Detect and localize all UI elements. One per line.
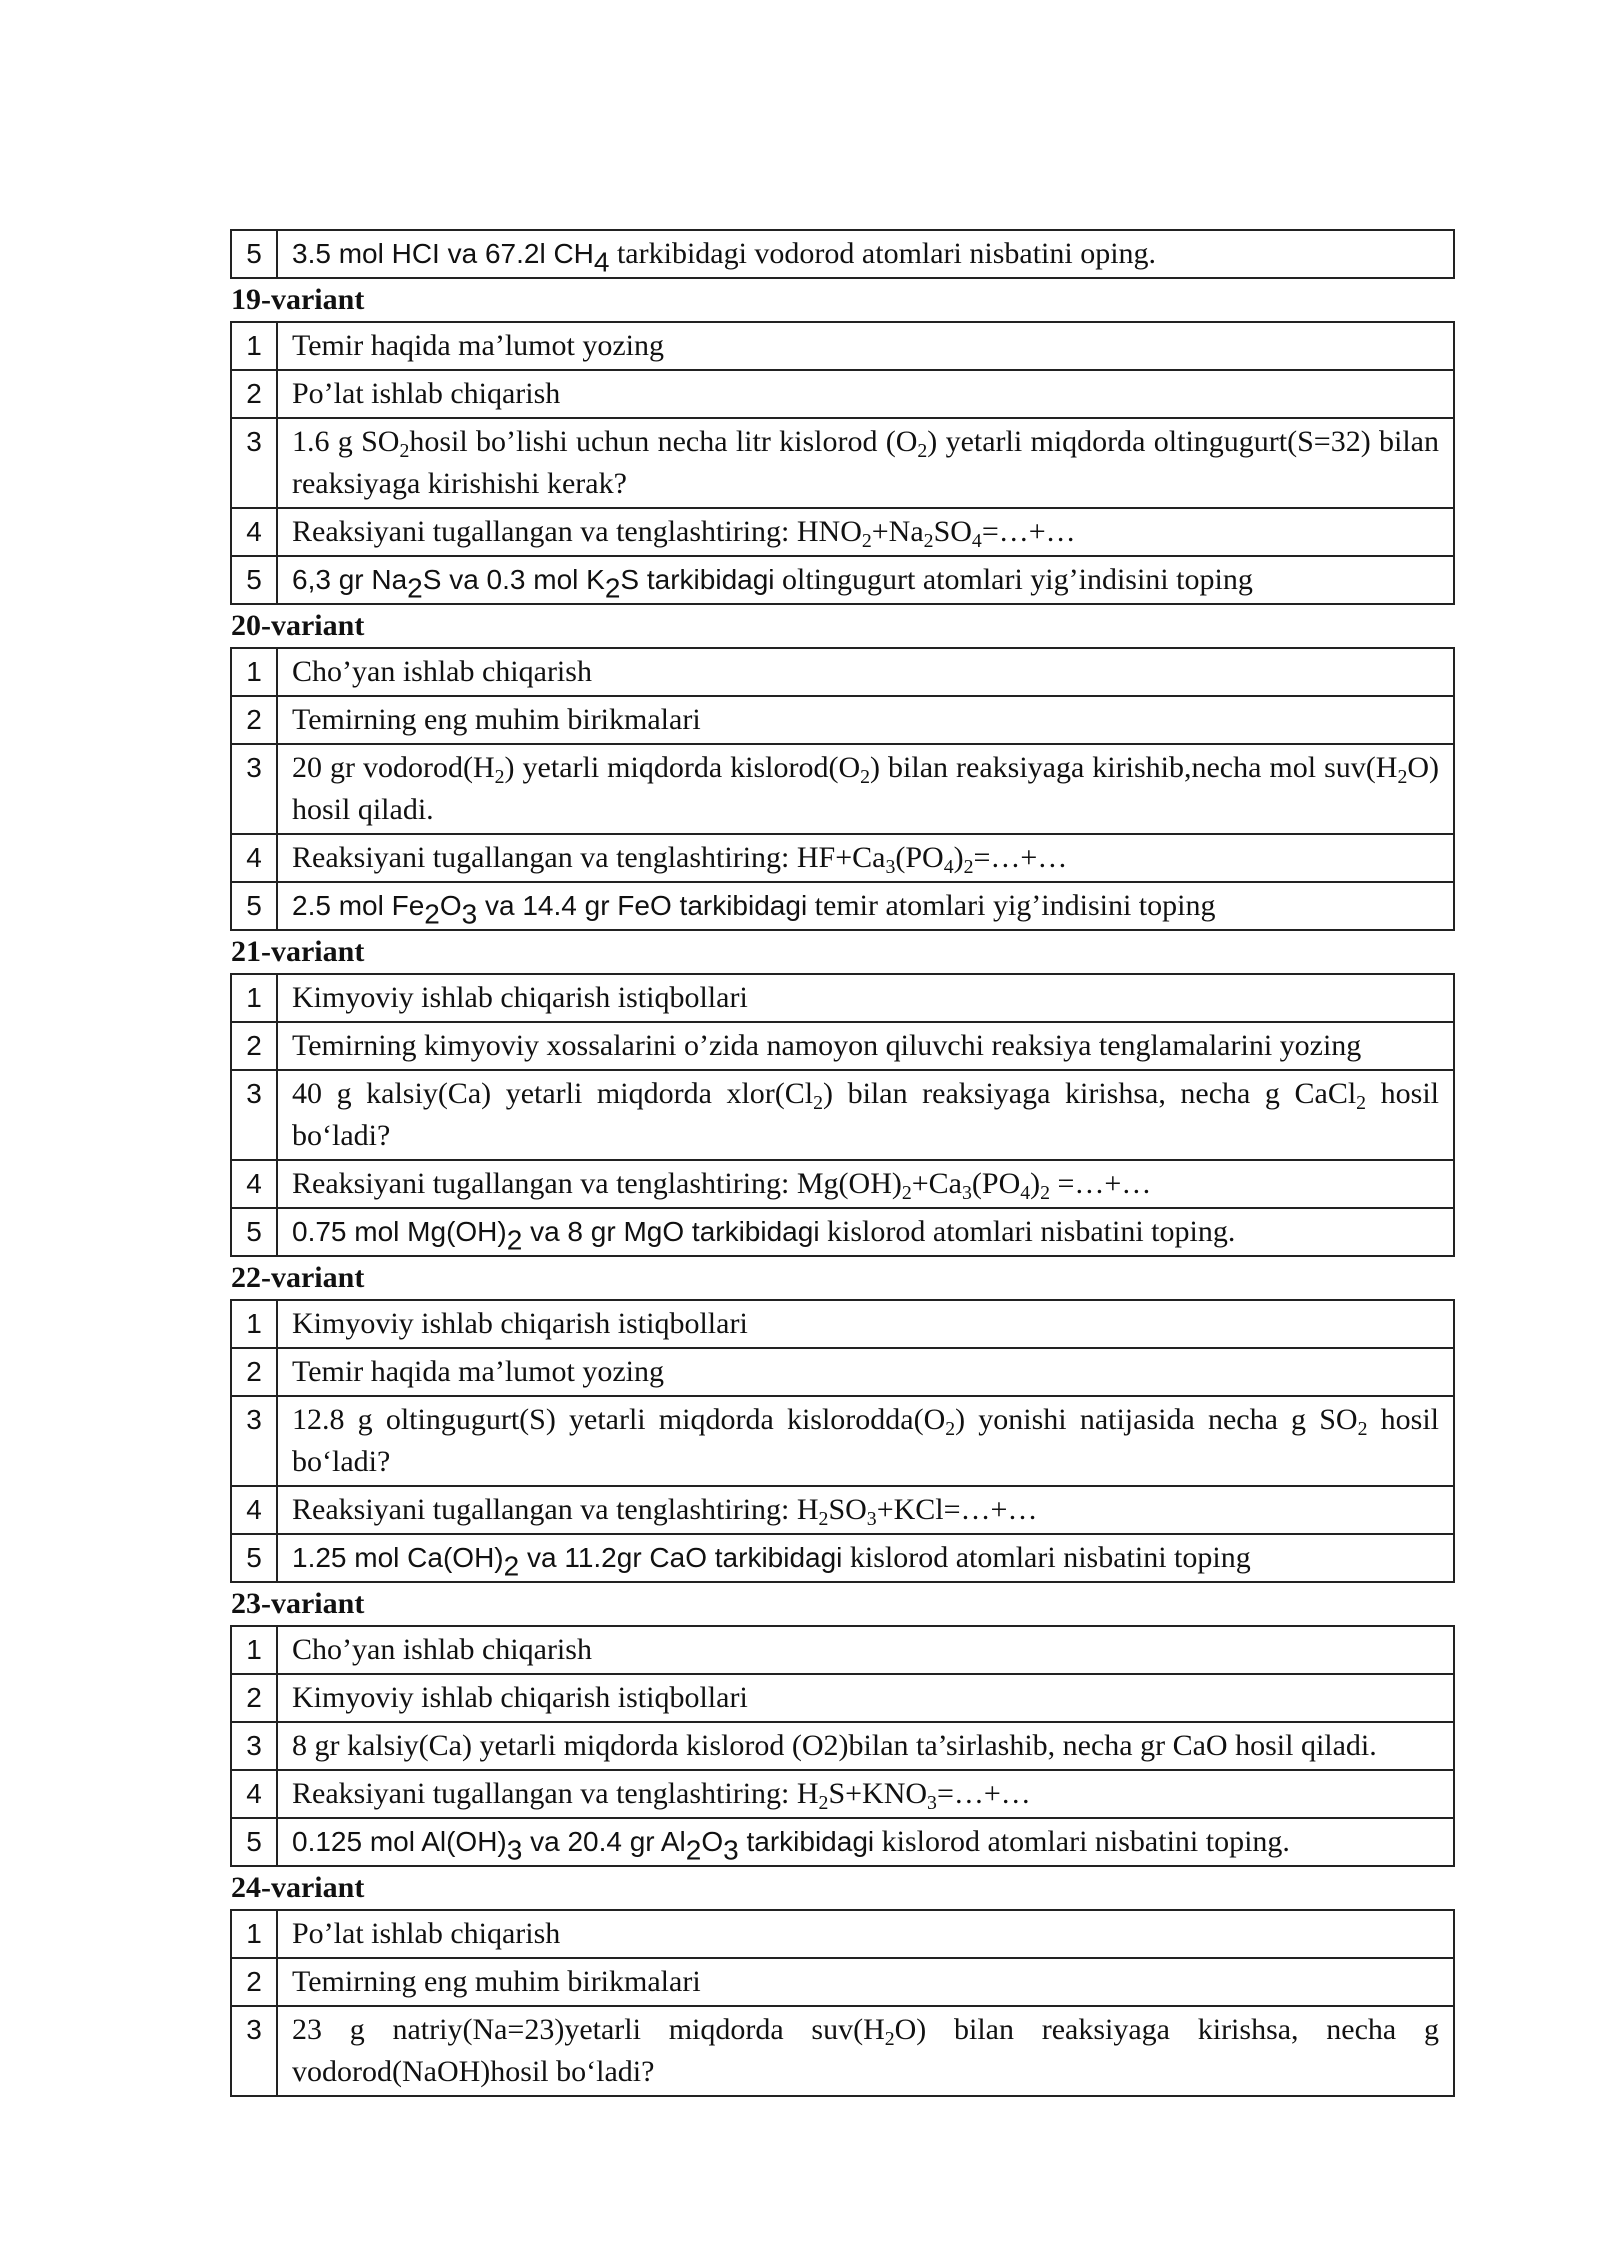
subscript: 3: [461, 898, 478, 930]
text-run: va 8 gr MgO tarkibidagi: [522, 1216, 820, 1247]
subscript: 4: [1020, 1181, 1031, 1204]
text-run: ) yetarli miqdorda kislorod(O: [504, 751, 861, 784]
question-row: [231, 744, 1454, 834]
text-run: va 14.4 gr FeO tarkibidagi: [477, 890, 808, 921]
question-row: [231, 1910, 1454, 1958]
subscript: 2: [685, 1834, 702, 1866]
text-run: ) yonishi natijasida necha g SO: [955, 1403, 1358, 1436]
question-row: [231, 1022, 1454, 1070]
question-table: [230, 1625, 1455, 1867]
text-run: Reaksiyani tugallangan va tenglashtiring: H: [292, 1493, 819, 1526]
text-run: 23 g natriy(Na=23)yetarli miqdorda suv(H: [292, 2013, 885, 2046]
question-number: 4: [231, 1160, 277, 1208]
variant-title: 20-variant: [231, 609, 365, 642]
text-run: ): [953, 841, 964, 874]
question-text: [277, 1626, 1454, 1674]
text-run: =…+…: [981, 515, 1076, 548]
question-number: 1: [231, 1910, 277, 1958]
text-run: S+KNO: [828, 1777, 928, 1810]
text-run: Temirning kimyoviy xossalarini o’zida namoyon qiluvchi reaksiya tenglamalarini yozing: [292, 1029, 1362, 1062]
text-run: O) bilan reaksiyaga kirishsa, necha g vodorod(NaOH)hosil bo‘ladi?: [292, 2013, 1439, 2088]
text-run: =…+…: [936, 1777, 1031, 1810]
question-text: [277, 696, 1454, 744]
text-run: 1.25 mol Ca(OH): [292, 1542, 504, 1573]
subscript: 3: [885, 855, 896, 878]
text-run: temir atomlari yig’indisini toping: [807, 889, 1216, 922]
question-table: [230, 1909, 1455, 2097]
text-run: kislorod atomlari nisbatini toping.: [819, 1215, 1236, 1248]
subscript: 2: [963, 855, 974, 878]
subscript: 2: [506, 1224, 523, 1256]
question-table: [230, 229, 1455, 279]
question-row: [231, 696, 1454, 744]
text-run: Reaksiyani tugallangan va tenglashtiring: HNO: [292, 515, 862, 548]
text-run: 0.75 mol Mg(OH): [292, 1216, 507, 1247]
subscript: 4: [943, 855, 954, 878]
text-run: kislorod atomlari nisbatini toping.: [874, 1825, 1290, 1858]
question-text: [277, 1486, 1454, 1534]
question-row: [231, 322, 1454, 370]
question-row: [231, 1722, 1454, 1770]
question-row: [231, 834, 1454, 882]
text-run: tarkibidagi: [738, 1826, 875, 1857]
question-number: 4: [231, 1486, 277, 1534]
question-text: [277, 230, 1454, 278]
question-number: 5: [231, 556, 277, 604]
text-run: va 20.4 gr Al: [522, 1826, 686, 1857]
text-run: Cho’yan ishlab chiqarish: [292, 655, 592, 688]
question-text: [277, 1070, 1454, 1160]
text-run: 2.5 mol Fe: [292, 890, 425, 921]
subscript: 2: [861, 529, 872, 552]
question-text: [277, 648, 1454, 696]
subscript: 2: [407, 572, 423, 604]
question-number: 4: [231, 834, 277, 882]
text-run: O: [701, 1826, 724, 1857]
question-row: [231, 1396, 1454, 1486]
text-run: ) bilan reaksiyaga kirishsa, necha g CaCl: [823, 1077, 1357, 1110]
text-run: +Na: [871, 515, 924, 548]
question-row: [231, 1818, 1454, 1866]
subscript: 2: [1356, 1091, 1367, 1114]
question-row: [231, 1486, 1454, 1534]
question-row: [231, 1070, 1454, 1160]
question-text: [277, 1396, 1454, 1486]
question-number: 5: [231, 1534, 277, 1582]
question-number: 2: [231, 1022, 277, 1070]
text-run: Temir haqida ma’lumot yozing: [292, 1355, 664, 1388]
text-run: hosil bo‘ladi?: [292, 1403, 1439, 1478]
text-run: Po’lat ishlab chiqarish: [292, 1917, 561, 1950]
question-number: 3: [231, 2006, 277, 2096]
question-text: [277, 2006, 1454, 2096]
text-run: =…+…: [973, 841, 1068, 874]
question-text: [277, 1770, 1454, 1818]
question-text: [277, 1910, 1454, 1958]
text-run: S va 0.3 mol K: [422, 564, 605, 595]
text-run: kislorod atomlari nisbatini toping: [842, 1541, 1251, 1574]
variant-title: 19-variant: [231, 283, 365, 316]
text-run: Po’lat ishlab chiqarish: [292, 377, 561, 410]
question-number: 4: [231, 508, 277, 556]
subscript: 2: [1357, 1417, 1368, 1440]
text-run: ) yetarli miqdorda oltingugurt(S=32) bilan reaksiyaga kirishishi kerak?: [292, 425, 1439, 500]
subscript: 4: [593, 246, 610, 278]
question-number: 5: [231, 1818, 277, 1866]
question-number: 1: [231, 322, 277, 370]
question-text: [277, 1958, 1454, 2006]
subscript: 2: [503, 1550, 520, 1582]
subscript: 2: [494, 765, 505, 788]
document-page: [230, 229, 1455, 2097]
question-number: 5: [231, 230, 277, 278]
question-text: [277, 556, 1454, 604]
question-number: 1: [231, 1626, 277, 1674]
text-run: Temir haqida ma’lumot yozing: [292, 329, 664, 362]
question-row: [231, 418, 1454, 508]
subscript: 2: [604, 572, 621, 604]
text-run: Kimyoviy ishlab chiqarish istiqbollari: [292, 981, 748, 1014]
subscript: 2: [1040, 1181, 1051, 1204]
subscript: 2: [813, 1091, 824, 1114]
text-run: 3.5 mol HCI va 67.2l CH: [292, 238, 594, 269]
subscript: 3: [962, 1181, 972, 1204]
text-run: 20 gr vodorod(H: [292, 751, 495, 784]
text-run: va 11.2gr CaO tarkibidagi: [519, 1542, 843, 1573]
question-row: [231, 2006, 1454, 2096]
question-row: [231, 1300, 1454, 1348]
question-text: [277, 834, 1454, 882]
subscript: 2: [901, 1181, 912, 1204]
variant-title: 23-variant: [231, 1587, 365, 1620]
text-run: SO: [933, 515, 972, 548]
text-run: Kimyoviy ishlab chiqarish istiqbollari: [292, 1681, 748, 1714]
text-run: Kimyoviy ishlab chiqarish istiqbollari: [292, 1307, 748, 1340]
question-row: [231, 370, 1454, 418]
question-text: [277, 974, 1454, 1022]
question-text: [277, 1348, 1454, 1396]
question-table: [230, 321, 1455, 605]
text-run: O) hosil qiladi.: [292, 751, 1439, 826]
question-row: [231, 648, 1454, 696]
subscript: 2: [818, 1507, 829, 1530]
question-table: [230, 973, 1455, 1257]
question-number: 3: [231, 418, 277, 508]
text-run: Reaksiyani tugallangan va tenglashtiring: H: [292, 1777, 819, 1810]
question-text: [277, 508, 1454, 556]
question-number: 3: [231, 744, 277, 834]
text-run: S tarkibidagi: [620, 564, 775, 595]
question-number: 1: [231, 648, 277, 696]
subscript: 3: [927, 1791, 937, 1814]
text-run: SO: [828, 1493, 867, 1526]
text-run: tarkibidagi vodorod atomlari nisbatini oping.: [609, 237, 1157, 270]
question-number: 3: [231, 1070, 277, 1160]
question-text: [277, 370, 1454, 418]
question-text: [277, 1818, 1454, 1866]
subscript: 3: [866, 1507, 877, 1530]
subscript: 2: [923, 529, 934, 552]
question-text: [277, 1534, 1454, 1582]
question-table: [230, 1299, 1455, 1583]
question-number: 2: [231, 370, 277, 418]
question-number: 3: [231, 1722, 277, 1770]
text-run: ): [1030, 1167, 1041, 1200]
variant-title: 21-variant: [231, 935, 365, 968]
question-row: [231, 556, 1454, 604]
question-text: [277, 1300, 1454, 1348]
text-run: =…+…: [1050, 1167, 1152, 1200]
subscript: 2: [1397, 765, 1408, 788]
text-run: hosil bo‘ladi?: [292, 1077, 1439, 1152]
question-text: [277, 322, 1454, 370]
text-run: Cho’yan ishlab chiqarish: [292, 1633, 592, 1666]
question-table: [230, 647, 1455, 931]
text-run: 1.6 g SO: [292, 425, 400, 458]
text-run: (PO: [895, 841, 944, 874]
question-row: [231, 1958, 1454, 2006]
subscript: 4: [971, 529, 982, 552]
question-number: 2: [231, 696, 277, 744]
question-row: [231, 1674, 1454, 1722]
question-text: [277, 1722, 1454, 1770]
question-number: 1: [231, 1300, 277, 1348]
question-number: 4: [231, 1770, 277, 1818]
variant-title: 22-variant: [231, 1261, 365, 1294]
subscript: 2: [917, 439, 928, 462]
subscript: 3: [506, 1834, 523, 1866]
question-row: [231, 230, 1454, 278]
question-row: [231, 1208, 1454, 1256]
question-number: 2: [231, 1958, 277, 2006]
question-number: 1: [231, 974, 277, 1022]
text-run: 6,3 gr Na: [292, 564, 408, 595]
question-text: [277, 744, 1454, 834]
variant-title: 24-variant: [231, 1871, 365, 1904]
subscript: 3: [723, 1834, 739, 1866]
text-run: +Ca: [911, 1167, 962, 1200]
question-number: 3: [231, 1396, 277, 1486]
question-row: [231, 1770, 1454, 1818]
text-run: (PO: [971, 1167, 1021, 1200]
question-number: 5: [231, 1208, 277, 1256]
text-run: Reaksiyani tugallangan va tenglashtiring: HF+Ca: [292, 841, 886, 874]
question-row: [231, 1534, 1454, 1582]
text-run: Temirning eng muhim birikmalari: [292, 703, 701, 736]
question-text: [277, 1674, 1454, 1722]
subscript: 2: [884, 2027, 895, 2050]
text-run: ) bilan reaksiyaga kirishib,necha mol suv(H: [870, 751, 1398, 784]
text-run: Temirning eng muhim birikmalari: [292, 1965, 701, 1998]
text-run: Reaksiyani tugallangan va tenglashtiring: Mg(OH): [292, 1167, 902, 1200]
text-run: 12.8 g oltingugurt(S) yetarli miqdorda kislorodda(O: [292, 1403, 946, 1436]
subscript: 2: [945, 1417, 956, 1440]
question-text: [277, 418, 1454, 508]
question-row: [231, 1160, 1454, 1208]
text-run: 0.125 mol Al(OH): [292, 1826, 507, 1857]
subscript: 2: [818, 1791, 829, 1814]
text-run: hosil bo’lishi uchun necha litr kislorod (O: [409, 425, 918, 458]
question-number: 5: [231, 882, 277, 930]
text-run: oltingugurt atomlari yig’indisini toping: [774, 563, 1253, 596]
question-row: [231, 508, 1454, 556]
subscript: 2: [860, 765, 871, 788]
text-run: O: [439, 890, 462, 921]
subscript: 2: [399, 439, 410, 462]
text-run: 8 gr kalsiy(Ca) yetarli miqdorda kislorod (O2)bilan ta’sirlashib, necha gr CaO hosil qiladi.: [292, 1729, 1377, 1762]
question-row: [231, 1626, 1454, 1674]
text-run: +KCl=…+…: [876, 1493, 1038, 1526]
subscript: 2: [424, 898, 440, 930]
question-text: [277, 1022, 1454, 1070]
question-number: 2: [231, 1348, 277, 1396]
question-text: [277, 882, 1454, 930]
question-text: [277, 1160, 1454, 1208]
question-row: [231, 974, 1454, 1022]
question-row: [231, 882, 1454, 930]
question-row: [231, 1348, 1454, 1396]
question-number: 2: [231, 1674, 277, 1722]
text-run: 40 g kalsiy(Ca) yetarli miqdorda xlor(Cl: [292, 1077, 814, 1110]
question-text: [277, 1208, 1454, 1256]
